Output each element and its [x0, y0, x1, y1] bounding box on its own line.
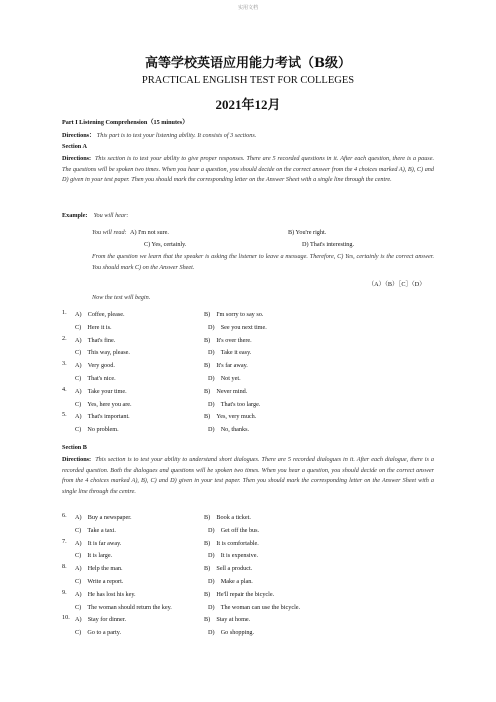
option-b: B) I'm sorry to say so.: [204, 311, 264, 318]
example-hear: You will hear:: [93, 212, 129, 219]
page-header: 实用文档: [237, 6, 258, 11]
option-b: B) Never mind.: [204, 387, 248, 395]
question-number: 8.: [62, 563, 67, 571]
option-c: C) Yes, here you are.: [75, 400, 132, 408]
example-explanation: From the question we learn that the speaker is asking the listener to leave a message. Therefore, C) Yes, certainly is the correct answer. You should mark C) on the Answer Sheet.: [92, 253, 434, 271]
part-directions: [62, 130, 256, 139]
example-option-b: B) You're right.: [288, 229, 327, 236]
answer-sheet-sample: （A）（B）［C］（D）: [368, 281, 426, 288]
option-b: B) Sell a product.: [204, 565, 253, 573]
option-d: D) The woman can use the bicycle.: [208, 603, 301, 611]
directions-text: This part is to test your listening ability. It consists of 3 sections.: [96, 132, 257, 139]
option-d: D) Go shopping.: [208, 629, 255, 637]
option-c: C) No problem.: [75, 426, 119, 434]
option-b: B) Yes, very much.: [204, 413, 257, 421]
section-b-directions-text: This section is to test your ability to understand short dialogues. There are 5 recorded dialogues in it. After each dialogue, there is a recorded question. Both the dialogues and questions will be spoken two times. When you hear a question, you should decide on the correct answer from the 4 choices marked A), B), C) and D) given in your test paper. Then you should mark the corresponding letter on the Answer Sheet with a single line through the centre.: [62, 456, 434, 496]
option-a: A) Buy a newspaper.: [75, 514, 132, 521]
option-d: D) Take it easy.: [208, 349, 252, 357]
section-a-directions: [62, 154, 434, 186]
question-number: 2.: [62, 334, 67, 342]
option-a: A) Help the man.: [75, 565, 123, 573]
section-a-directions-label: Directions:: [62, 155, 92, 162]
option-c: C) It is large.: [75, 552, 113, 560]
example-option-d: D) That's interesting.: [302, 241, 355, 248]
option-d: D) Not yet.: [208, 375, 241, 382]
option-a: A) That's fine.: [75, 336, 116, 344]
title-english: PRACTICAL ENGLISH TEST FOR COLLEGES: [141, 75, 355, 86]
option-a: A) That's important.: [75, 413, 130, 421]
option-a: A) Take your time.: [75, 387, 127, 395]
question-number: 4.: [62, 385, 67, 393]
option-b: B) He'll repair the bicycle.: [204, 590, 275, 598]
option-c: C) Take a taxi.: [75, 526, 116, 534]
test-begin-note: Now the test will begin.: [92, 294, 151, 301]
example-line: [62, 212, 128, 219]
option-d: D) No, thanks.: [208, 426, 250, 434]
option-c: C) That's nice.: [75, 375, 116, 382]
example-label: Example:: [62, 212, 88, 219]
example-option-a: A) I'm not sure.: [130, 229, 169, 236]
option-c: C) This way, please.: [75, 349, 130, 357]
section-b-heading: Section B: [62, 444, 87, 451]
option-b: B) Book a ticket.: [204, 514, 251, 521]
option-d: D) Make a plan.: [208, 578, 253, 585]
question-number: 5.: [62, 411, 67, 419]
part-heading: Part I Listening Comprehension（15 minutes）: [62, 119, 189, 126]
option-b: B) It's over there.: [204, 336, 252, 344]
option-c: C) The woman should return the key.: [75, 603, 172, 611]
option-b: B) It is comfortable.: [204, 539, 259, 547]
question-number: 7.: [62, 537, 67, 545]
question-number: 9.: [62, 588, 67, 596]
exam-date: 2021年12月: [215, 97, 281, 112]
section-a-directions-text: This section is to test your ability to give proper responses. There are 5 recorded questions in it. After each question, there is a pause. The questions will be spoken two times. When you hear a question, you should decide on the correct answer from the 4 choices marked A), B), C) and D) given in your test paper. Then you should mark the corresponding letter on the Answer Sheet with a single line through the centre.: [62, 155, 434, 184]
section-a-heading: Section A: [62, 143, 87, 150]
option-c: C) Here it is.: [75, 323, 112, 331]
example-option-c: C) Yes, certainly.: [144, 241, 187, 248]
option-b: B) Stay at home.: [204, 616, 251, 624]
option-c: C) Write a report.: [75, 578, 124, 585]
option-d: D) See you next time.: [208, 323, 267, 331]
option-a: A) Coffee, please.: [75, 311, 125, 318]
option-d: D) Get off the bus.: [208, 526, 260, 534]
option-b: B) It's far away.: [204, 362, 248, 370]
option-d: D) It is expensive.: [208, 552, 259, 560]
section-b-directions-label: Directions:: [62, 456, 92, 463]
option-c: C) Go to a party.: [75, 629, 121, 637]
question-number: 3.: [62, 360, 67, 368]
example-read: You will read:: [92, 229, 127, 236]
directions-label: Directions：: [62, 132, 96, 139]
option-a: A) Stay for dinner.: [75, 616, 127, 624]
question-number: 1.: [62, 309, 67, 316]
option-a: A) It is far away.: [75, 539, 122, 547]
section-b-directions: [62, 455, 434, 498]
title-chinese: 高等学校英语应用能力考试（B级）: [145, 56, 351, 71]
question-number: 6.: [62, 512, 67, 519]
option-a: A) Very good.: [75, 362, 115, 370]
question-number: 10.: [62, 614, 70, 622]
option-d: D) That's too large.: [208, 400, 261, 408]
option-a: A) He has lost his key.: [75, 590, 136, 598]
